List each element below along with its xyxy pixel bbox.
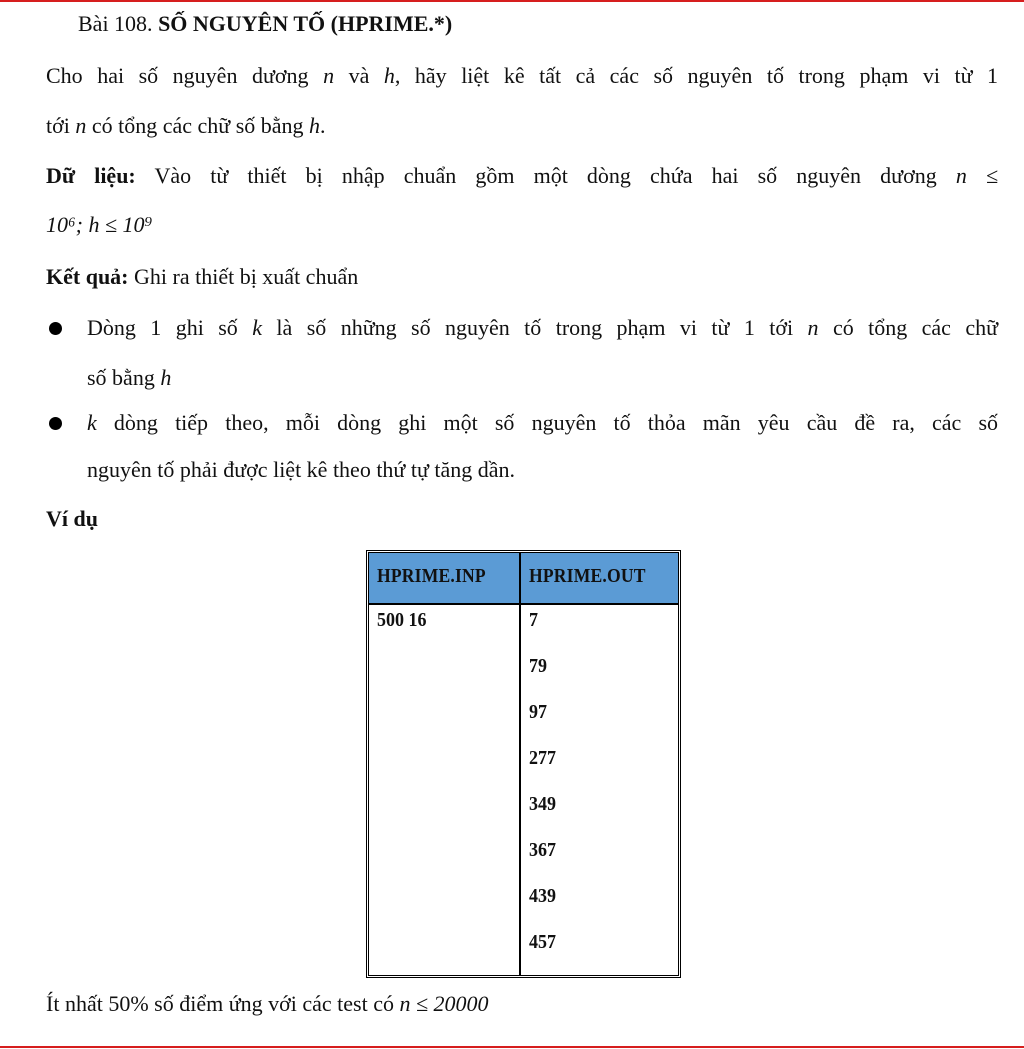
bullet-icon [49,417,62,430]
statement-text: , hãy liệt kê tất cả các số nguyên tố trong phạm vi từ 1 [394,63,999,88]
output-text: Ghi ra thiết bị xuất chuẩn [134,264,359,289]
bullet-2-line-1 [87,409,998,437]
output-value: 79 [529,655,547,677]
problem-name: SỐ NGUYÊN TỐ (HPRIME.*) [158,11,453,36]
bullet-text: có tổng các chữ [832,315,999,340]
input-cell: 500 16 [377,609,427,631]
math-n-le: n ≤ [955,163,999,188]
output-value: 277 [529,747,556,769]
bullet-1-line-2 [87,364,171,392]
column-divider [519,553,521,975]
bullet-text: nguyên tố phải được liệt kê theo thứ tự tăng dần. [87,457,516,482]
bullet-text: Dòng 1 ghi số [87,315,238,340]
statement-text: Cho hai số nguyên dương [46,63,309,88]
math-n: n [75,113,87,138]
statement-text: có tổng các chữ số bằng [91,113,304,138]
math-n: n [323,63,335,88]
math-k: k [87,410,97,435]
problem-title [78,10,452,38]
input-label: Dữ liệu: [46,163,136,188]
example-table [366,550,681,978]
bullet-text: số bằng [87,365,155,390]
note-text: Ít nhất 50% số điểm ứng với các test có [46,991,394,1016]
bullet-icon [49,322,62,335]
statement-line-1 [46,62,998,90]
example-label: Ví dụ [46,506,98,531]
bottom-border [0,1046,1024,1048]
output-value: 367 [529,839,556,861]
input-text: Vào từ thiết bị nhập chuẩn gồm một dòng chứa hai số nguyên dương [154,163,937,188]
statement-line-2 [46,112,326,140]
problem-number: Bài 108. [78,11,153,36]
output-value: 97 [529,701,547,723]
output-label: Kết quả: [46,264,129,289]
note-condition: n ≤ 20000 [399,991,489,1016]
input-limits: 10⁶; h ≤ 10⁹ [46,212,153,237]
output-value: 7 [529,609,538,631]
math-h: h [160,365,172,390]
input-section-line-1 [46,162,998,190]
top-border [0,0,1024,2]
output-value: 457 [529,931,556,953]
statement-text: và [348,63,370,88]
bullet-1-line-1 [87,314,998,342]
column-header-inp: HPRIME.INP [377,565,486,587]
column-header-out: HPRIME.OUT [529,565,646,587]
bullet-text: dòng tiếp theo, mỗi dòng ghi một số nguyên tố thỏa mãn yêu cầu đề ra, các số [113,410,999,435]
math-h: h [309,113,321,138]
bullet-2-line-2 [87,456,515,484]
input-section-line-2 [46,211,152,239]
bullet-text: là số những số nguyên tố trong phạm vi từ 1 tới [276,315,794,340]
statement-text: tới [46,113,70,138]
math-h: h [383,63,395,88]
statement-text: . [320,113,326,138]
math-k: k [252,315,262,340]
output-value: 349 [529,793,556,815]
output-section-line [46,263,358,291]
output-value: 439 [529,885,556,907]
math-n: n [807,315,819,340]
scoring-note [46,990,489,1018]
